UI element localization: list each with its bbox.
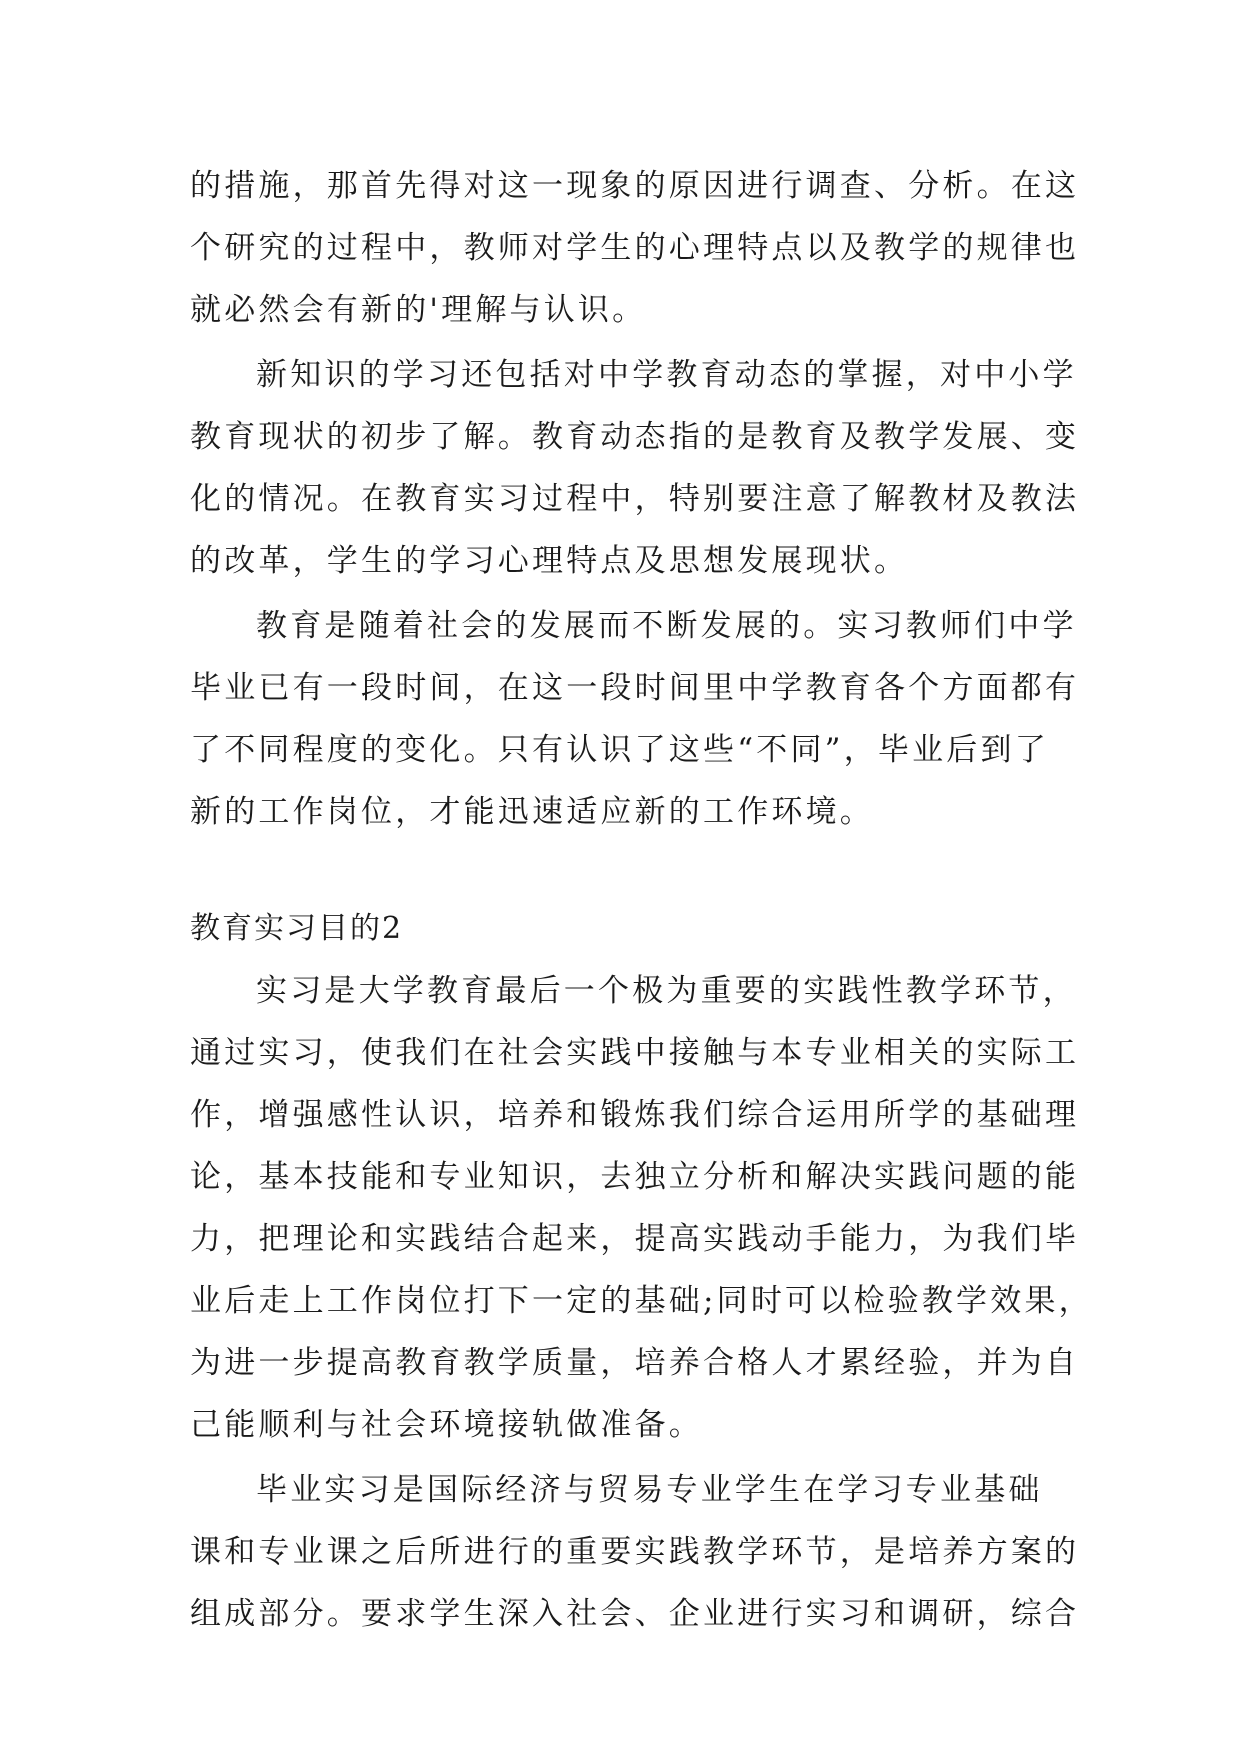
text-line: 新知识的学习还包括对中学教育动态的掌握，对中小学	[256, 357, 1077, 393]
text-line: 了不同程度的变化。只有认识了这些“不同”，毕业后到了	[190, 732, 1049, 768]
text-line: 课和专业课之后所进行的重要实践教学环节，是培养方案的	[190, 1534, 1080, 1570]
text-line: 教育是随着社会的发展而不断发展的。实习教师们中学	[256, 608, 1077, 644]
text-line: 通过实习，使我们在社会实践中接触与本专业相关的实际工	[190, 1035, 1080, 1071]
text-line: 毕业实习是国际经济与贸易专业学生在学习专业基础	[256, 1472, 1043, 1508]
text-line: 实习是大学教育最后一个极为重要的实践性教学环节，	[256, 973, 1077, 1009]
paragraph-5	[190, 1459, 1080, 1645]
text-line: 己能顺利与社会环境接轨做准备。	[190, 1407, 703, 1443]
text-line: 为进一步提高教育教学质量，培养合格人才累经验，并为自	[190, 1345, 1080, 1381]
text-line: 就必然会有新的'理解与认识。	[190, 292, 647, 328]
document-body	[190, 155, 1093, 1645]
text-line: 的措施，那首先得对这一现象的原因进行调查、分析。在这	[190, 168, 1080, 204]
text-line: 作，增强感性认识，培养和锻炼我们综合运用所学的基础理	[190, 1097, 1080, 1133]
text-line: 的改革，学生的学习心理特点及思想发展现状。	[190, 543, 909, 579]
section-heading: 教育实习目的2	[190, 911, 404, 946]
text-line: 毕业已有一段时间，在这一段时间里中学教育各个方面都有	[190, 670, 1080, 706]
text-line: 个研究的过程中，教师对学生的心理特点以及教学的规律也	[190, 230, 1080, 266]
paragraph-4	[190, 960, 1093, 1456]
text-line: 力，把理论和实践结合起来，提高实践动手能力，为我们毕	[190, 1221, 1080, 1257]
text-line: 业后走上工作岗位打下一定的基础;同时可以检验教学效果，	[190, 1283, 1093, 1319]
paragraph-3	[190, 595, 1080, 843]
paragraph-2	[190, 344, 1080, 592]
text-line: 论，基本技能和专业知识，去独立分析和解决实践问题的能	[190, 1159, 1080, 1195]
paragraph-1	[190, 155, 1080, 341]
text-line: 组成部分。要求学生深入社会、企业进行实习和调研，综合	[190, 1596, 1080, 1632]
text-line: 新的工作岗位，才能迅速适应新的工作环境。	[190, 794, 874, 830]
text-line: 化的情况。在教育实习过程中，特别要注意了解教材及教法	[190, 481, 1080, 517]
text-line: 教育现状的初步了解。教育动态指的是教育及教学发展、变	[190, 419, 1080, 455]
